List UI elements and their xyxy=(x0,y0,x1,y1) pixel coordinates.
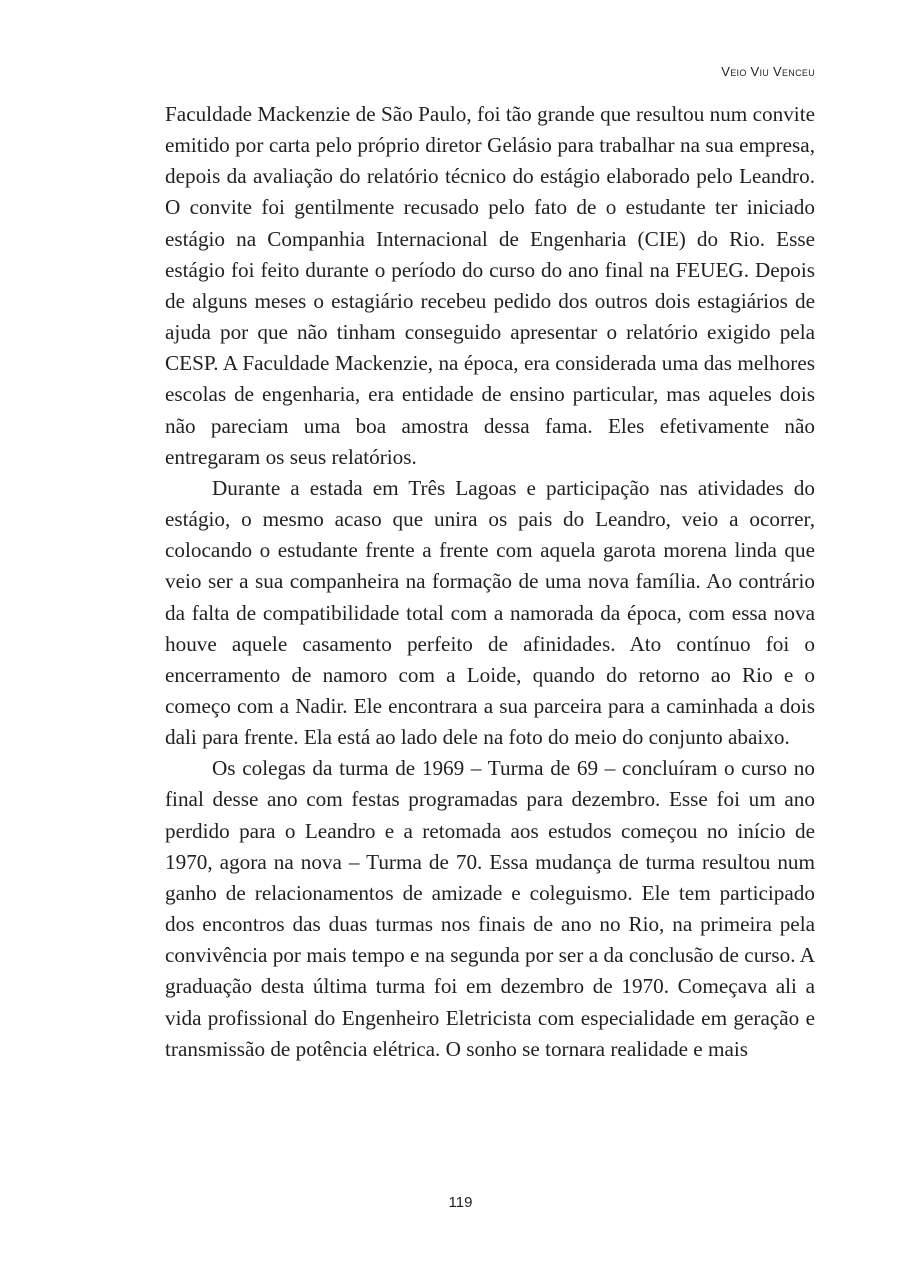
running-header: Veio Viu Venceu xyxy=(721,64,815,79)
body-text xyxy=(165,99,815,1065)
paragraph-3: Os colegas da turma de 1969 – Turma de 69 – concluíram o curso no final desse ano com festas programadas para dezembro. Esse foi um ano perdido para o Leandro e a retomada aos estudos começou no início de 1970, agora na nova – Turma de 70. Essa mudança de turma resultou num ganho de relacionamentos de amizade e coleguismo. Ele tem participado dos encontros das duas turmas nos finais de ano no Rio, na primeira pela convivência por mais tempo e na segunda por ser a da conclusão de curso. A graduação desta última turma foi em dezembro de 1970. Começava ali a vida profissional do Engenheiro Eletricista com especialidade em geração e transmissão de potência elétrica. O sonho se tornara realidade e mais xyxy=(165,756,815,1061)
paragraph-1: Faculdade Mackenzie de São Paulo, foi tão grande que resultou num convite emitido por carta pelo próprio diretor Gelásio para trabalhar na sua empresa, depois da avaliação do relatório técnico do estágio elaborado pelo Leandro. O convite foi gentilmente recusado pelo fato de o estudante ter iniciado estágio na Companhia Internacional de Engenharia (CIE) do Rio. Esse estágio foi feito durante o período do curso do ano final na FEUEG. Depois de alguns meses o estagiário recebeu pedido dos outros dois estagiários de ajuda por que não tinham conseguido apresentar o relatório exigido pela CESP. A Faculdade Mackenzie, na época, era considerada uma das melhores escolas de engenharia, era entidade de ensino particular, mas aqueles dois não pareciam uma boa amostra dessa fama. Eles efetivamente não entregaram os seus relatórios. xyxy=(165,102,815,469)
paragraph-2: Durante a estada em Três Lagoas e participação nas atividades do estágio, o mesmo acaso que unira os pais do Leandro, veio a ocorrer, colocando o estudante frente a frente com aquela garota morena linda que veio ser a sua companheira na formação de uma nova família. Ao contrário da falta de compatibilidade total com a namorada da época, com essa nova houve aquele casamento perfeito de afinidades. Ato contínuo foi o encerramento de namoro com a Loide, quando do retorno ao Rio e o começo com a Nadir. Ele encontrara a sua parceira para a caminhada a dois dali para frente. Ela está ao lado dele na foto do meio do conjunto abaixo. xyxy=(165,475,815,750)
page-number: 119 xyxy=(448,1194,473,1211)
